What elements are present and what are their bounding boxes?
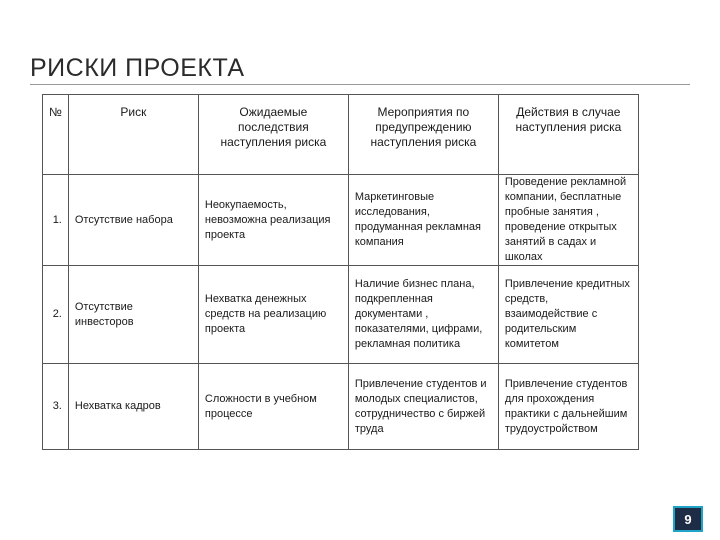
title-divider — [30, 84, 690, 85]
header-risk: Риск — [68, 95, 198, 175]
header-consequences: Ожидаемые последствия наступления риска — [198, 95, 348, 175]
header-number: № — [43, 95, 69, 175]
row-number: 2. — [43, 266, 69, 364]
table-row — [43, 364, 639, 450]
risk-cell: Отсутствие набора — [68, 175, 198, 266]
page-number-badge: 9 — [673, 506, 703, 532]
consequences-cell: Сложности в учебном процессе — [198, 364, 348, 450]
table-header-row — [43, 95, 639, 175]
header-prevention: Мероприятия по предупреждению наступления риска — [348, 95, 498, 175]
table-row — [43, 266, 639, 364]
consequences-cell: Нехватка денежных средств на реализацию проекта — [198, 266, 348, 364]
actions-cell: Привлечение кредитных средств, взаимодействие с родительским комитетом — [498, 266, 638, 364]
consequences-cell: Неокупаемость, невозможна реализация проекта — [198, 175, 348, 266]
risk-cell: Отсутствие инвесторов — [68, 266, 198, 364]
header-actions: Действия в случае наступления риска — [498, 95, 638, 175]
row-number: 3. — [43, 364, 69, 450]
risk-table — [42, 94, 639, 450]
prevention-cell: Маркетинговые исследования, продуманная рекламная компания — [348, 175, 498, 266]
slide-title: РИСКИ ПРОЕКТА — [30, 54, 245, 82]
prevention-cell: Привлечение студентов и молодых специалистов, сотрудничество с биржей труда — [348, 364, 498, 450]
actions-cell: Привлечение студентов для прохождения практики с дальнейшим трудоустройством — [498, 364, 638, 450]
actions-cell: Проведение рекламной компании, бесплатные пробные занятия , проведение открытых занятий в садах и школах — [498, 175, 638, 266]
prevention-cell: Наличие бизнес плана, подкрепленная документами , показателями, цифрами, рекламная политика — [348, 266, 498, 364]
risk-cell: Нехватка кадров — [68, 364, 198, 450]
row-number: 1. — [43, 175, 69, 266]
table-row — [43, 175, 639, 266]
